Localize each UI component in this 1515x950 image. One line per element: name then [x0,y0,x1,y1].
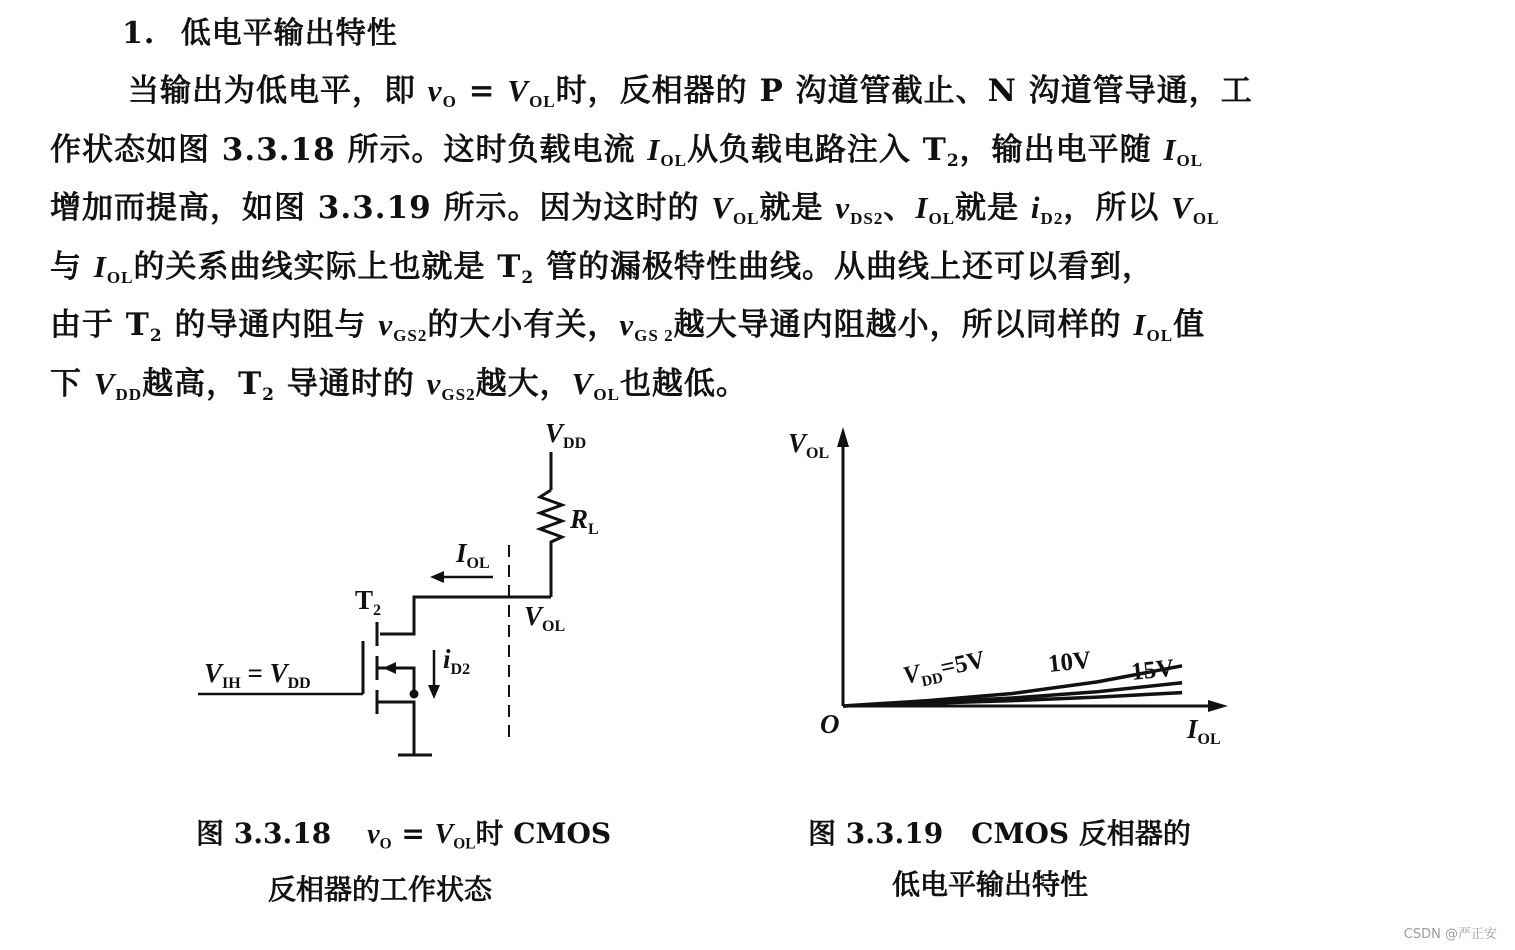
id2-label: $i_{D2}$ [443,644,471,678]
circuit-labels [204,418,599,692]
fig-3-3-18-caption-line2: 反相器的工作状态 [268,873,493,906]
text-run: 由于 T [50,307,150,343]
text-run: 导通时的 [275,365,427,402]
body-arrowhead [383,662,396,674]
rl-resistor [540,490,562,597]
t2-subscript: 2 [946,150,960,171]
text-run: 增加而提高，如图 3.3.19 所示。因为这时的 [50,190,712,226]
t2-subscript: 2 [521,267,535,288]
fig-3-3-18-caption-line1: 图 3.3.18 $v_O = V_{OL}$时 CMOS [196,817,612,853]
math-vgs2: $v_{GS2}$ [426,365,476,404]
math-vol: $V_{OL}$ [1171,190,1220,228]
text-run: 值 [1173,307,1206,343]
math-vol: $V_{OL}$ [507,73,556,111]
text-run: 越大， [475,365,572,402]
text-run: 越大导通内阻越小，所以同样的 [673,307,1134,343]
math-iol: $I_{OL}$ [93,248,134,287]
math-vds2: $v_{DS2}$ [835,190,884,228]
vih-label: $V_{IH} = V_{DD}$ [204,658,311,692]
math-vol: $V_{OL}$ [571,365,620,404]
iol-arrowhead [430,571,444,583]
text-run: = [456,73,508,109]
junction-dot [410,690,419,699]
math-iol: $I_{OL}$ [647,131,687,170]
text-run: 时，反相器的 P 沟道管截止、N 沟道管导通，工 [555,73,1253,109]
math-vo: $v_O$ [427,73,457,111]
text-run: 作状态如图 3.3.18 所示。这时负载电流 [50,131,648,168]
math-iol: $I_{OL}$ [915,190,956,228]
text-run: 就是 [759,190,836,226]
text-run: 下 [50,365,94,402]
rl-label: $R_L$ [570,504,599,538]
id2-arrowhead [428,685,440,699]
math-iol: $I_{OL}$ [1163,131,1204,170]
vol-label: $V_{OL}$ [524,601,566,635]
text-run: 当输出为低电平，即 [128,73,428,109]
section-title: 低电平输出特性 [180,16,398,51]
curve-label-5v: $V_{DD}=5V$ [900,646,988,691]
origin-label: O [820,709,840,739]
text-run: ，所以 [1063,190,1172,226]
math-vdd: $V_{DD}$ [93,365,143,404]
fig-3-3-19-caption-line1: 图 3.3.19 CMOS 反相器的 [808,817,1191,850]
text-run: 从负载电路注入 T [686,131,947,168]
curve-label-15v: 15V [1129,654,1176,686]
vdd-label: $V_{DD}$ [545,418,587,452]
text-run: 就是 [955,190,1031,226]
text-run: ，输出电平随 [959,131,1164,168]
text-run: 也越低。 [619,365,748,402]
math-vgs2: $v_{GS 2}$ [619,307,674,345]
y-axis-arrowhead [837,427,849,447]
section-number: 1. [122,16,156,51]
t2-subscript: 2 [262,384,276,405]
text-run: 、 [883,190,916,226]
math-id2: $i_{D2}$ [1030,190,1064,228]
fig-3-3-19-caption-line2: 低电平输出特性 [892,868,1089,901]
math-vgs2: $v_{GS2}$ [378,307,428,345]
watermark: CSDN @严正安 [1403,927,1497,942]
math-iol: $I_{OL}$ [1133,307,1174,345]
math-vo: $v_O$ [367,819,392,853]
text-run: 的大小有关， [427,307,620,343]
text-run: 的导通内阻与 [162,307,379,343]
text-run: 的关系曲线实际上也就是 T [133,248,522,285]
curve-label-10v: 10V [1046,646,1093,678]
text-run: 越高，T [142,365,263,402]
math-vol: $V_{OL}$ [434,819,476,853]
x-axis-label: $I_{OL}$ [1187,714,1221,748]
y-axis-label: $V_{OL}$ [788,428,830,462]
x-axis-arrowhead [1208,700,1228,712]
source-wire [377,702,414,755]
math-vol: $V_{OL}$ [711,190,760,228]
t2-subscript: 2 [149,325,163,346]
iol-label: $I_{OL}$ [456,538,490,572]
t2-label: $T_2$ [355,585,382,619]
output-characteristic-plot [788,427,1228,748]
text-run: 与 [50,248,94,285]
text-run: 管的漏极特性曲线。从曲线上还可以看到， [534,248,1155,285]
